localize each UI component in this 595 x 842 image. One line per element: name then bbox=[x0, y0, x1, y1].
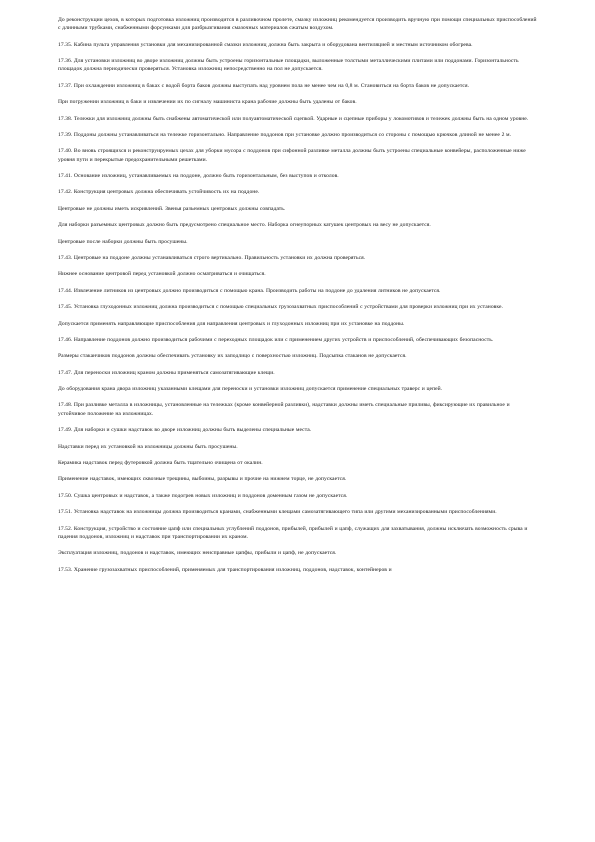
paragraph: 17.35. Кабина пульта управления установки для механизированной смазки изложниц должна быть закрыта и оборудована вентиляцией и местным источником обогрева. bbox=[58, 41, 473, 48]
paragraph: 17.36. Для установки изложниц во дворе изложниц должны быть устроены горизонтальные площадки, выложенные толстыми металлическими плитами или поддонами. Горизонтальность площадок должна периодически проверяться. Установка изложниц непосредственно на пол не допускается. bbox=[58, 58, 519, 73]
paragraph: Размеры стаканчиков поддонов должны обеспечивать установку их заподлицо с поверхностью изложниц. Подсыпка стаканов не допускается. bbox=[58, 353, 407, 360]
paragraph: 17.42. Конструкция центровых должна обеспечивать устойчивость их на поддоне. bbox=[58, 189, 260, 196]
paragraph: 17.46. Направление поддонов должно производиться рабочими с переходных площадок или с применением других устройств и приспособлений, обеспечивающих безопасность. bbox=[58, 336, 494, 343]
paragraph: 17.37. При охлаждении изложниц в баках с водой борта баков должны выступать над уровнем пола не менее чем на 0,8 м. Становиться на борта баков не допускается. bbox=[58, 82, 470, 89]
paragraph: Центровые после наборки должны быть просушены. bbox=[58, 238, 188, 245]
paragraph: До реконструкции цехов, в которых подготовка изложниц производится в разливочном пролете, смазку изложниц рекомендуется производить вручную при помощи специальных приспособлений с длинными трубками, снабженными форсунками для разбрызгивания смазочных материалов сжатым воздухом. bbox=[58, 17, 537, 32]
paragraph: 17.48. При разливке металла в изложницы, установленные на тележках (кроме конвейерной разливки), надставки должны иметь специальные приливы, фиксирующие их правильное и устойчивое положение на изложницах. bbox=[58, 402, 510, 417]
paragraph: 17.38. Тележки для изложниц должны быть снабжены автоматической или полуавтоматической сцепкой. Ударные и сцепные приборы у локомотивов и тележек должны быть на одном уровне. bbox=[58, 115, 529, 122]
paragraph: 17.49. Для наборки и сушки надставок во дворе изложниц должны быть выделены специальные места. bbox=[58, 427, 312, 434]
paragraph: 17.45. Установка глуходонных изложниц должна производиться с помощью специальных грузозахватных приспособлений с устройствами для проверки изложниц при их установке. bbox=[58, 304, 503, 311]
paragraph: Нижнее основание центровой перед установкой должно осматриваться и очищаться. bbox=[58, 271, 266, 278]
paragraph: 17.53. Хранение грузозахватных приспособлений, применяемых для транспортирования изложниц, поддонов, надставок, контейнеров и bbox=[58, 566, 392, 573]
paragraph: Применение надставок, имеющих сквозные трещины, выбоины, разрывы и прочие на нижнем торце, не допускается. bbox=[58, 476, 347, 483]
paragraph: До оборудования крана двора изложниц указанными клещами для переноски и установки изложниц допускается применение специальных траверс и цепей. bbox=[58, 386, 443, 393]
paragraph: 17.43. Центровые на поддоне должны устанавливаться строго вертикально. Правильность установки их должна проверяться. bbox=[58, 254, 366, 261]
paragraph: Допускается применять направляющие приспособления для направления центровых и глуходонных изложниц при их установке на поддоны. bbox=[58, 320, 405, 327]
paragraph: 17.50. Сушка центровых и надставок, а также подогрев новых изложниц и поддонов доменным газом не допускается. bbox=[58, 492, 348, 499]
paragraph: Эксплуатация изложниц, поддонов и надставок, имеющих неисправные цапфы, прибыли и цапф, не допускается. bbox=[58, 550, 337, 557]
paragraph: 17.41. Основание изложниц, устанавливаемых на поддоне, должно быть горизонтальным, без выступов и отколов. bbox=[58, 173, 339, 180]
paragraph: 17.52. Конструкция, устройство и состояние цапф или специальных углублений поддонов, прибылей, прибылей и цапф, служащих для захватывания, должны исключать возможность срыва и падения поддонов, изложниц и надставок при транспортировании их краном. bbox=[58, 525, 528, 540]
paragraph: Для наборки разъемных центровых должно быть предусмотрено специальное место. Наборка огнеупорных катушек центровых на весу не допускается. bbox=[58, 222, 431, 229]
paragraph: Надставки перед их установкой на изложницы должны быть просушены. bbox=[58, 443, 238, 450]
paragraph: Керамика надставок перед футеровкой должна быть тщательно очищена от окалин. bbox=[58, 459, 263, 466]
paragraph: При погружении изложниц в баки и извлечении их по сигналу машиниста крана рабочие должны быть удалены от баков. bbox=[58, 99, 357, 106]
paragraph: 17.39. Поддоны должны устанавливаться на тележке горизонтально. Направление поддонов при установке должно производиться со стороны с помощью крючков длиной не менее 2 м. bbox=[58, 131, 512, 138]
paragraph: Центровые не должны иметь искривлений. Звенья разъемных центровых должны совпадать. bbox=[58, 205, 286, 212]
paragraph: 17.51. Установка надставок на изложницы должна производиться кранами, снабженными клещами самозатягивающего типа или другими механизированными приспособлениями. bbox=[58, 509, 497, 516]
paragraph: 17.44. Извлечение литников из центровых должно производиться с помощью крана. Производить работы на поддоне до удаления литников не допускается. bbox=[58, 287, 441, 294]
paragraph: 17.40. Во вновь строящихся и реконструируемых цехах для уборки мусора с поддонов при сифонной разливке металла должны быть устроены специальные конвейеры, расположенные ниже уровня пути и перекрытые предохранительными решетками. bbox=[58, 148, 526, 163]
paragraph: 17.47. Для переноски изложниц краном должны применяться самозатягивающие клещи. bbox=[58, 369, 275, 376]
